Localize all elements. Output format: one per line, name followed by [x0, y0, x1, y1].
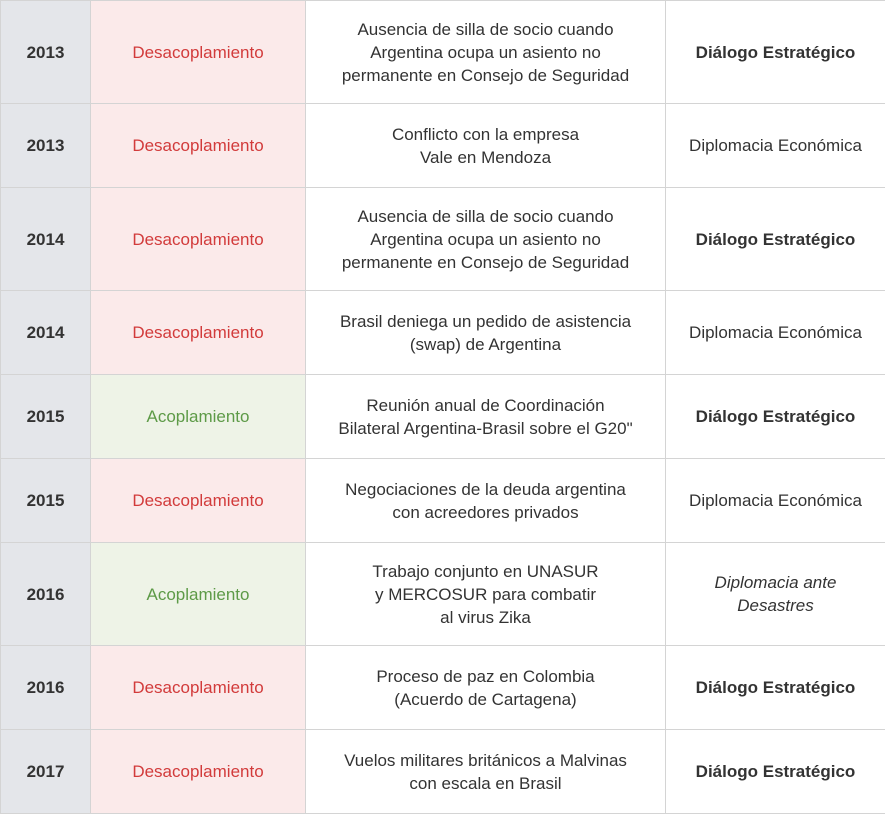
area-cell: Diplomacia ante Desastres [666, 543, 885, 646]
status-cell: Desacoplamiento [91, 291, 306, 375]
year-cell: 2015 [1, 375, 91, 459]
table-row [1, 1, 885, 104]
area-cell: Diálogo Estratégico [666, 375, 885, 459]
status-cell: Desacoplamiento [91, 188, 306, 291]
status-cell: Acoplamiento [91, 375, 306, 459]
table-row [1, 375, 885, 459]
event-cell: Proceso de paz en Colombia (Acuerdo de Cartagena) [306, 646, 666, 730]
area-cell: Diálogo Estratégico [666, 1, 885, 104]
status-cell: Desacoplamiento [91, 459, 306, 543]
table-row [1, 291, 885, 375]
status-cell: Acoplamiento [91, 543, 306, 646]
status-cell: Desacoplamiento [91, 646, 306, 730]
area-cell: Diálogo Estratégico [666, 188, 885, 291]
status-cell: Desacoplamiento [91, 104, 306, 188]
area-cell: Diálogo Estratégico [666, 730, 885, 814]
area-cell: Diplomacia Económica [666, 291, 885, 375]
event-cell: Conflicto con la empresa Vale en Mendoza [306, 104, 666, 188]
table-row [1, 104, 885, 188]
table-row [1, 730, 885, 814]
table-row [1, 188, 885, 291]
year-cell: 2015 [1, 459, 91, 543]
table-row [1, 646, 885, 730]
event-cell: Ausencia de silla de socio cuando Argentina ocupa un asiento no permanente en Consejo de Seguridad [306, 1, 666, 104]
area-cell: Diálogo Estratégico [666, 646, 885, 730]
year-cell: 2013 [1, 1, 91, 104]
event-cell: Ausencia de silla de socio cuando Argentina ocupa un asiento no permanente en Consejo de Seguridad [306, 188, 666, 291]
event-cell: Vuelos militares británicos a Malvinas con escala en Brasil [306, 730, 666, 814]
event-cell: Reunión anual de Coordinación Bilateral Argentina-Brasil sobre el G20" [306, 375, 666, 459]
table-row [1, 543, 885, 646]
year-cell: 2016 [1, 543, 91, 646]
status-cell: Desacoplamiento [91, 1, 306, 104]
event-cell: Brasil deniega un pedido de asistencia (swap) de Argentina [306, 291, 666, 375]
table-row [1, 459, 885, 543]
area-cell: Diplomacia Económica [666, 459, 885, 543]
year-cell: 2014 [1, 291, 91, 375]
status-cell: Desacoplamiento [91, 730, 306, 814]
year-cell: 2016 [1, 646, 91, 730]
event-cell: Trabajo conjunto en UNASUR y MERCOSUR para combatir al virus Zika [306, 543, 666, 646]
year-cell: 2017 [1, 730, 91, 814]
year-cell: 2013 [1, 104, 91, 188]
year-cell: 2014 [1, 188, 91, 291]
event-cell: Negociaciones de la deuda argentina con acreedores privados [306, 459, 666, 543]
area-cell: Diplomacia Económica [666, 104, 885, 188]
